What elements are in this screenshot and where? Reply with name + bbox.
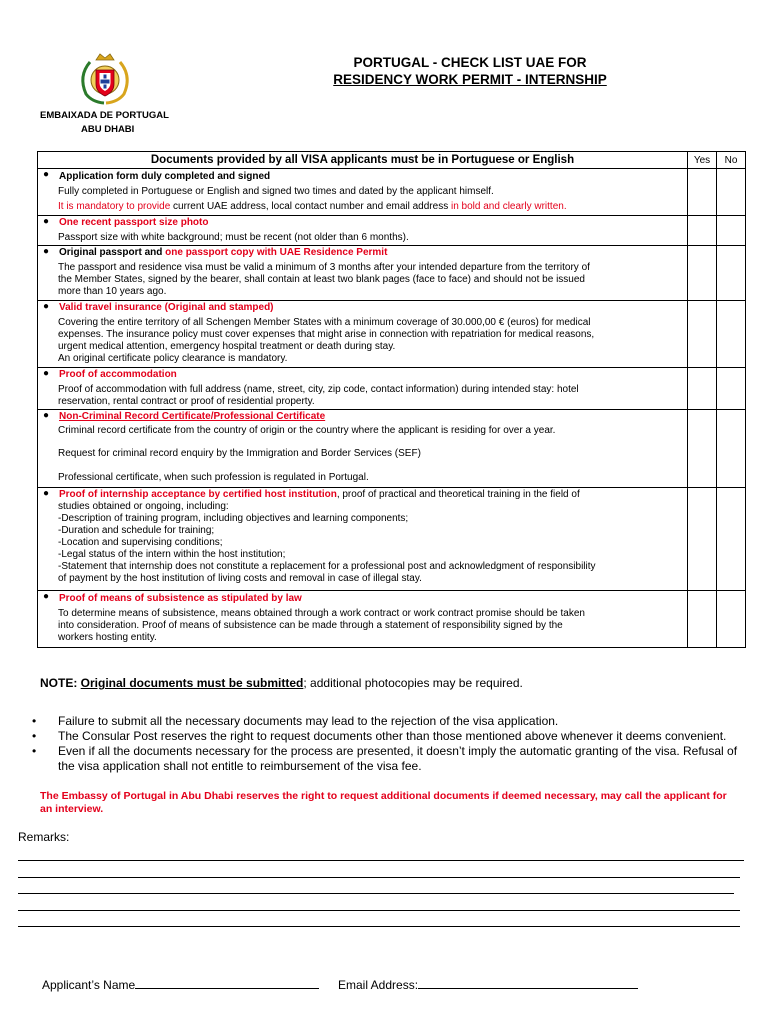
checklist-row-criminal-record [38, 410, 746, 488]
applicant-name-label: Applicant’s Name [42, 978, 136, 992]
checklist-item [38, 169, 688, 216]
embassy-line-2: ABU DHABI [81, 124, 135, 135]
item-desc-2: reservation, rental contract or proof of residential property. [58, 396, 315, 407]
note-emphasis: Original documents must be submitted [80, 676, 304, 690]
remarks-line[interactable] [18, 860, 744, 861]
no-checkbox[interactable] [717, 368, 746, 410]
item-desc-1: Proof of accommodation with full address (name, street, city, zip code, contact information) during intended stay: hotel [58, 384, 579, 395]
item-desc-1: Criminal record certificate from the country of origin or the country where the applicant is residing for over a year. [58, 425, 556, 436]
yes-checkbox[interactable] [688, 488, 717, 591]
no-checkbox[interactable] [717, 591, 746, 648]
checklist-item [38, 591, 688, 648]
email-address-blank[interactable] [418, 978, 638, 989]
note-rest: ; additional photocopies may be required. [303, 676, 523, 690]
list-item: • Failure to submit all the necessary documents may lead to the rejection of the visa application. [32, 714, 559, 728]
bullet-icon: • [32, 714, 37, 728]
yes-checkbox[interactable] [688, 169, 717, 216]
remarks-line[interactable] [18, 893, 734, 894]
item-desc-1: Fully completed in Portuguese or English and signed two times and dated by the applicant himself. [58, 186, 494, 197]
item-desc-1: studies obtained or ongoing, including: [58, 501, 229, 512]
no-checkbox[interactable] [717, 488, 746, 591]
bullet-icon: • [32, 729, 37, 743]
item-desc-3: urgent medical attention, emergency hospital treatment or death during stay. [58, 341, 396, 352]
checklist-item [38, 246, 688, 301]
item-desc-3: Professional certificate, when such profession is regulated in Portugal. [58, 472, 369, 483]
no-checkbox[interactable] [717, 301, 746, 368]
no-column-header: No [717, 152, 746, 169]
item-desc-2: -Description of training program, including objectives and learning components; [58, 513, 409, 524]
applicant-name-field[interactable] [42, 978, 319, 992]
checklist-row-application-form [38, 169, 746, 216]
item-desc-2: the Member States, signed by the bearer, shall contain at least two blank pages (face to face) and should not be issued [58, 274, 585, 285]
checklist-row-passport-photo [38, 216, 746, 246]
item-desc-1: Covering the entire territory of all Schengen Member States with a minimum coverage of 30.000,00 € (euros) for medical [58, 317, 591, 328]
checklist-item [38, 488, 688, 591]
portuguese-coat-of-arms-icon [74, 50, 136, 106]
item-desc-5: -Legal status of the intern within the host institution; [58, 549, 286, 560]
checklist-row-subsistence [38, 591, 746, 648]
yes-checkbox[interactable] [688, 591, 717, 648]
bullet-icon: ● [43, 488, 50, 499]
item-title: ● Application form duly completed and signed [43, 169, 271, 182]
no-checkbox[interactable] [717, 246, 746, 301]
bullet-icon: ● [43, 246, 50, 257]
item-title: ● Original passport and one passport copy with UAE Residence Permit [43, 246, 388, 258]
bullet-icon: ● [43, 410, 50, 421]
checklist-item [38, 216, 688, 246]
item-title: ● Non-Criminal Record Certificate/Professional Certificate [43, 410, 326, 422]
yes-checkbox[interactable] [688, 368, 717, 410]
item-desc-1: Passport size with white background; must be recent (not older than 6 months). [58, 232, 409, 243]
item-title: ● Proof of accommodation [43, 368, 177, 380]
checklist-item [38, 368, 688, 410]
bullet-icon: ● [43, 301, 50, 312]
checklist-item [38, 410, 688, 488]
checklist-row-accommodation [38, 368, 746, 410]
embassy-warning: The Embassy of Portugal in Abu Dhabi reserves the right to request additional documents if deemed necessary, may call the applicant for an interview. [40, 790, 727, 815]
title-line-2: RESIDENCY WORK PERMIT - INTERNSHIP [333, 72, 607, 87]
document-title [300, 54, 640, 88]
item-title: ● One recent passport size photo [43, 216, 209, 228]
item-desc-1: The passport and residence visa must be valid a minimum of 3 months after your intended departure from the territory of [58, 262, 590, 273]
conditions-list [32, 714, 742, 774]
item-desc-2: It is mandatory to provide current UAE address, local contact number and email address in bold and clearly written. [58, 201, 567, 212]
item-title: ● Proof of internship acceptance by certified host institution, proof of practical and theoretical training in the field of [43, 488, 580, 500]
remarks-label: Remarks: [18, 830, 70, 844]
bullet-icon: ● [43, 216, 50, 227]
item-desc-3: workers hosting entity. [58, 632, 157, 643]
note-label: NOTE: [40, 676, 81, 690]
list-item: • The Consular Post reserves the right to request documents other than those mentioned above whenever it deems convenient. [32, 729, 727, 743]
item-desc-4: An original certificate policy clearance is mandatory. [58, 353, 288, 364]
bullet-icon: • [32, 744, 37, 758]
yes-checkbox[interactable] [688, 216, 717, 246]
item-desc-7: of payment by the host institution of living costs and removal in case of illegal stay. [58, 573, 422, 584]
item-desc-2: expenses. The insurance policy must cover expenses that might arise in connection with repatriation for medical reasons, [58, 329, 595, 340]
checklist-item [38, 301, 688, 368]
item-desc-3: more than 10 years ago. [58, 286, 167, 297]
item-desc-6: -Statement that internship does not constitute a replacement for a professional post and acknowledgment of responsibility [58, 561, 596, 572]
embassy-name [40, 109, 169, 137]
bullet-icon: ● [43, 591, 50, 602]
item-title: ● Proof of means of subsistence as stipulated by law [43, 591, 302, 604]
email-address-field[interactable] [338, 978, 638, 992]
no-checkbox[interactable] [717, 169, 746, 216]
yes-column-header: Yes [688, 152, 717, 169]
remarks-line[interactable] [18, 877, 740, 878]
checklist-row-passport [38, 246, 746, 301]
list-item: • Even if all the documents necessary for the process are presented, it doesn’t imply the automatic granting of the visa. Refusal of the visa application shall not entitle to reimbursement of the visa fee. [32, 744, 738, 773]
item-desc-2: into consideration. Proof of means of subsistence can be made through a statement of responsibility signed by the [58, 620, 563, 631]
checklist-header-row [38, 152, 746, 169]
no-checkbox[interactable] [717, 216, 746, 246]
bullet-icon: ● [43, 368, 50, 379]
title-line-1: PORTUGAL - CHECK LIST UAE FOR [353, 55, 587, 70]
checklist-row-internship [38, 488, 746, 591]
remarks-line[interactable] [18, 910, 740, 911]
checklist-table [37, 151, 746, 648]
item-title: ● Valid travel insurance (Original and stamped) [43, 301, 274, 313]
remarks-line[interactable] [18, 926, 740, 927]
yes-checkbox[interactable] [688, 410, 717, 488]
item-desc-3: -Duration and schedule for training; [58, 525, 215, 536]
item-desc-4: -Location and supervising conditions; [58, 537, 223, 548]
bullet-icon: ● [43, 169, 50, 180]
email-address-label: Email Address: [338, 978, 419, 992]
yes-checkbox[interactable] [688, 246, 717, 301]
item-desc-2: Request for criminal record enquiry by the Immigration and Border Services (SEF) [58, 448, 421, 459]
note [40, 676, 523, 690]
embassy-line-1: EMBAIXADA DE PORTUGAL [40, 110, 169, 121]
applicant-name-blank[interactable] [135, 978, 319, 989]
crest-crown [96, 54, 114, 60]
item-desc-1: To determine means of subsistence, means obtained through a work contract or work contract promise should be taken [58, 608, 585, 619]
checklist-heading: Documents provided by all VISA applicants must be in Portuguese or English [38, 152, 688, 169]
no-checkbox[interactable] [717, 410, 746, 488]
yes-checkbox[interactable] [688, 301, 717, 368]
checklist-row-travel-insurance [38, 301, 746, 368]
